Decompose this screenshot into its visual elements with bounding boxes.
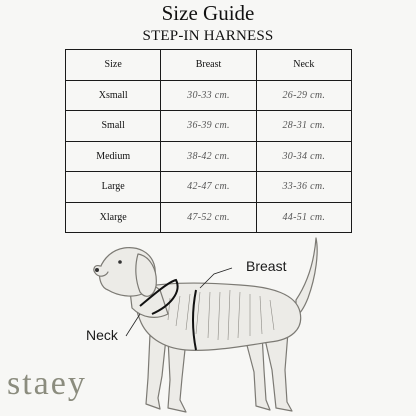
size-cell: Xlarge [66,202,161,233]
breast-cell: 38-42 cm. [161,141,256,172]
table-row [66,111,352,142]
page-title: Size Guide [161,1,255,25]
table-header-row [66,50,352,81]
column-header-neck: Neck [256,50,351,81]
size-cell: Xsmall [66,80,161,111]
breast-cell: 36-39 cm. [161,111,256,142]
column-header-size: Size [66,50,161,81]
page-subtitle: STEP-IN HARNESS [142,28,274,44]
size-table [65,49,352,233]
breast-cell: 42-47 cm. [161,172,256,203]
breast-label: Breast [246,258,287,274]
breast-cell: 47-52 cm. [161,202,256,233]
table-row [66,202,352,233]
table-row [66,80,352,111]
table-row [66,141,352,172]
neck-cell: 33-36 cm. [256,172,351,203]
neck-label: Neck [86,327,118,343]
brand-logo: staey [7,365,87,402]
neck-cell: 44-51 cm. [256,202,351,233]
neck-cell: 28-31 cm. [256,111,351,142]
column-header-breast: Breast [161,50,256,81]
size-cell: Medium [66,141,161,172]
breast-cell: 30-33 cm. [161,80,256,111]
neck-cell: 30-34 cm. [256,141,351,172]
neck-cell: 26-29 cm. [256,80,351,111]
size-cell: Small [66,111,161,142]
table-row [66,172,352,203]
size-cell: Large [66,172,161,203]
